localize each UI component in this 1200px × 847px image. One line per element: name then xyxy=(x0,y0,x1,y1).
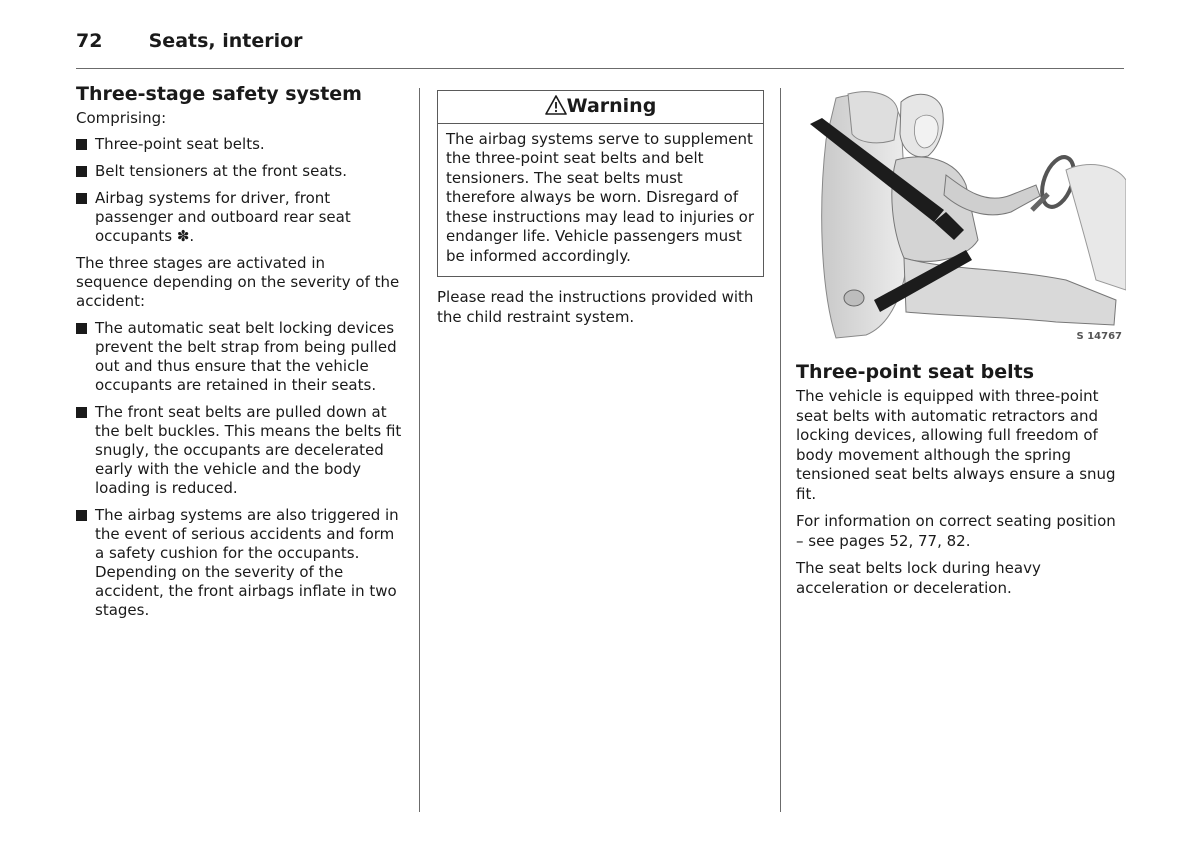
bullet-square-icon xyxy=(76,193,87,204)
column-divider-right xyxy=(780,88,781,812)
image-code: S 14767 xyxy=(1076,330,1122,342)
list-item-text: Belt tensioners at the front seats. xyxy=(95,162,347,180)
warning-triangle-icon xyxy=(545,95,567,115)
heading-three-point-seat-belts: Three-point seat belts xyxy=(796,361,1035,383)
heading-three-stage-safety: Three-stage safety system xyxy=(76,83,362,105)
components-list xyxy=(76,135,402,246)
seat-belt-illustration xyxy=(796,90,1126,346)
list-item-text: Three-point seat belts. xyxy=(95,135,265,153)
paragraph: The seat belts lock during heavy acceleration or deceleration. xyxy=(796,559,1041,597)
list-item-text: The airbag systems are also triggered in the event of serious accidents and form a safety cushion for the occupants. Depending on the severity of the accident, the front airbags inflate in two stages. xyxy=(95,506,399,619)
driver-seatbelt-image xyxy=(796,90,1126,346)
list-item-text: Airbag systems for driver, front passenger and outboard rear seat occupants ✽. xyxy=(95,189,351,245)
warning-header xyxy=(438,91,763,124)
header-rule xyxy=(76,68,1124,69)
bullet-square-icon xyxy=(76,139,87,150)
bullet-square-icon xyxy=(76,323,87,334)
bullet-square-icon xyxy=(76,166,87,177)
paragraph: For information on correct seating position – see pages 52, 77, 82. xyxy=(796,512,1116,550)
column-right xyxy=(796,90,1126,606)
list-item xyxy=(76,135,402,154)
page-header xyxy=(76,30,303,52)
comprising-label: Comprising: xyxy=(76,109,167,127)
list-item xyxy=(76,319,402,395)
stages-intro: The three stages are activated in sequence depending on the severity of the accident: xyxy=(76,254,400,310)
page-number: 72 xyxy=(76,30,103,52)
list-item xyxy=(76,189,402,246)
list-item xyxy=(76,403,402,498)
child-restraint-note: Please read the instructions provided with the child restraint system. xyxy=(437,288,754,326)
list-item xyxy=(76,162,402,181)
stages-list xyxy=(76,319,402,620)
list-item-text: The front seat belts are pulled down at the belt buckles. This means the belts fit snugly, the occupants are decelerated early with the vehicle and the body loading is reduced. xyxy=(95,403,402,497)
bullet-square-icon xyxy=(76,407,87,418)
column-divider-left xyxy=(419,88,420,812)
column-middle xyxy=(437,90,764,335)
list-item-text: The automatic seat belt locking devices prevent the belt strap from being pulled out and thus ensure that the vehicle occupants are retained in their seats. xyxy=(95,319,397,394)
bullet-square-icon xyxy=(76,510,87,521)
warning-title: Warning xyxy=(566,95,657,117)
column-left xyxy=(76,82,402,628)
section-title: Seats, interior xyxy=(148,30,303,52)
warning-body: The airbag systems serve to supplement the three-point seat belts and belt tensioners. The seat belts must therefore always be worn. Disregard of these instructions may lead to injuries or endanger life. Vehicle passengers must be informed accordingly. xyxy=(446,129,755,265)
warning-box xyxy=(437,90,764,277)
paragraph: The vehicle is equipped with three-point seat belts with automatic retractors and locking devices, allowing full freedom of body movement although the spring tensioned seat belts always ensure a snug fit. xyxy=(796,387,1116,503)
list-item xyxy=(76,506,402,620)
